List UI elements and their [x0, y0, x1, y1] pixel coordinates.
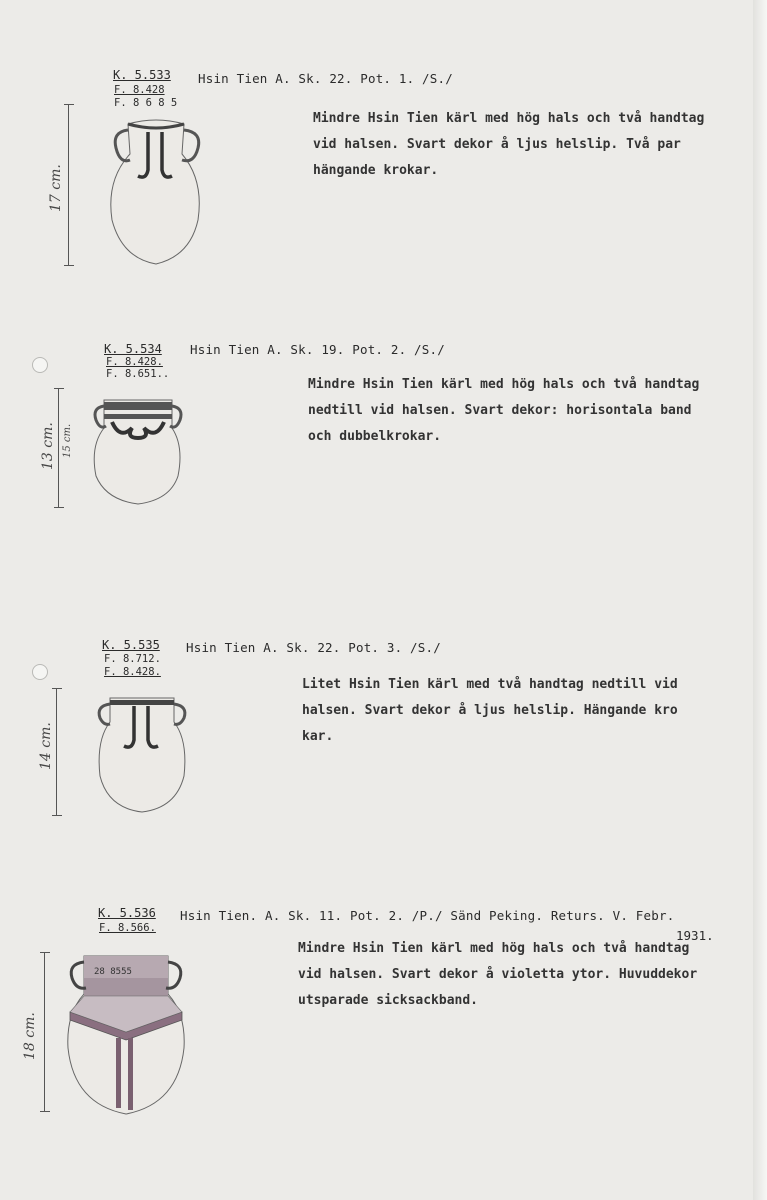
- catalog-number: K. 5.535: [102, 638, 160, 652]
- height-scale-bar: [68, 104, 77, 266]
- vessel-drawing-1: [100, 110, 212, 266]
- field-number: F. 8.428.: [104, 666, 161, 678]
- height-scale-bar: [44, 952, 53, 1112]
- height-label: 18 cm.: [22, 1012, 38, 1060]
- catalog-number: K. 5.534: [104, 342, 162, 356]
- punch-hole: [32, 357, 48, 373]
- field-number: F. 8.566.: [99, 922, 156, 934]
- height-label: 14 cm.: [38, 722, 54, 770]
- field-number: F. 8.428.: [106, 356, 163, 368]
- entry-description: Mindre Hsin Tien kärl med hög hals och två handtag vid halsen. Svart dekor å ljus helslip. Två par hängande krokar.: [313, 111, 705, 178]
- entry-description: Mindre Hsin Tien kärl med hög hals och två handtag nedtill vid halsen. Svart dekor: horisontala band och dubbelkrokar.: [308, 377, 700, 444]
- height-label: 17 cm.: [48, 164, 64, 212]
- catalog-number: K. 5.533: [113, 68, 171, 82]
- field-number: F. 8.651..: [106, 368, 170, 380]
- entry-header: Hsin Tien A. Sk. 22. Pot. 1. /S./: [198, 71, 453, 86]
- height-label: 13 cm.: [40, 422, 56, 470]
- height-scale-bar: [56, 688, 65, 816]
- paper-edge: [753, 0, 767, 1200]
- entry-header-year: 1931.: [676, 928, 714, 943]
- entry-header: Hsin Tien A. Sk. 19. Pot. 2. /S./: [190, 342, 445, 357]
- field-number: F. 8 6 8 5: [114, 97, 178, 109]
- punch-hole: [32, 664, 48, 680]
- entry-header: Hsin Tien. A. Sk. 11. Pot. 2. /P./ Sänd Peking. Returs. V. Febr.: [180, 908, 675, 923]
- vessel-mark: 28 8555: [94, 967, 132, 977]
- height-label-alt: 15 cm.: [62, 423, 73, 458]
- entry-description: Litet Hsin Tien kärl med två handtag nedtill vid halsen. Svart dekor å ljus helslip. Hängande kro kar.: [302, 677, 678, 744]
- vessel-drawing-4: [64, 948, 188, 1118]
- field-number: F. 8.428: [114, 84, 165, 96]
- catalog-number: K. 5.536: [98, 906, 156, 920]
- entry-header: Hsin Tien A. Sk. 22. Pot. 3. /S./: [186, 640, 441, 655]
- vessel-drawing-3: [92, 692, 192, 814]
- field-number: F. 8.712.: [104, 653, 161, 665]
- entry-description: Mindre Hsin Tien kärl med hög hals och två handtag vid halsen. Svart dekor å violetta ytor. Huvuddekor utsparade sicksackband.: [298, 941, 698, 1008]
- vessel-drawing-2: [90, 394, 186, 506]
